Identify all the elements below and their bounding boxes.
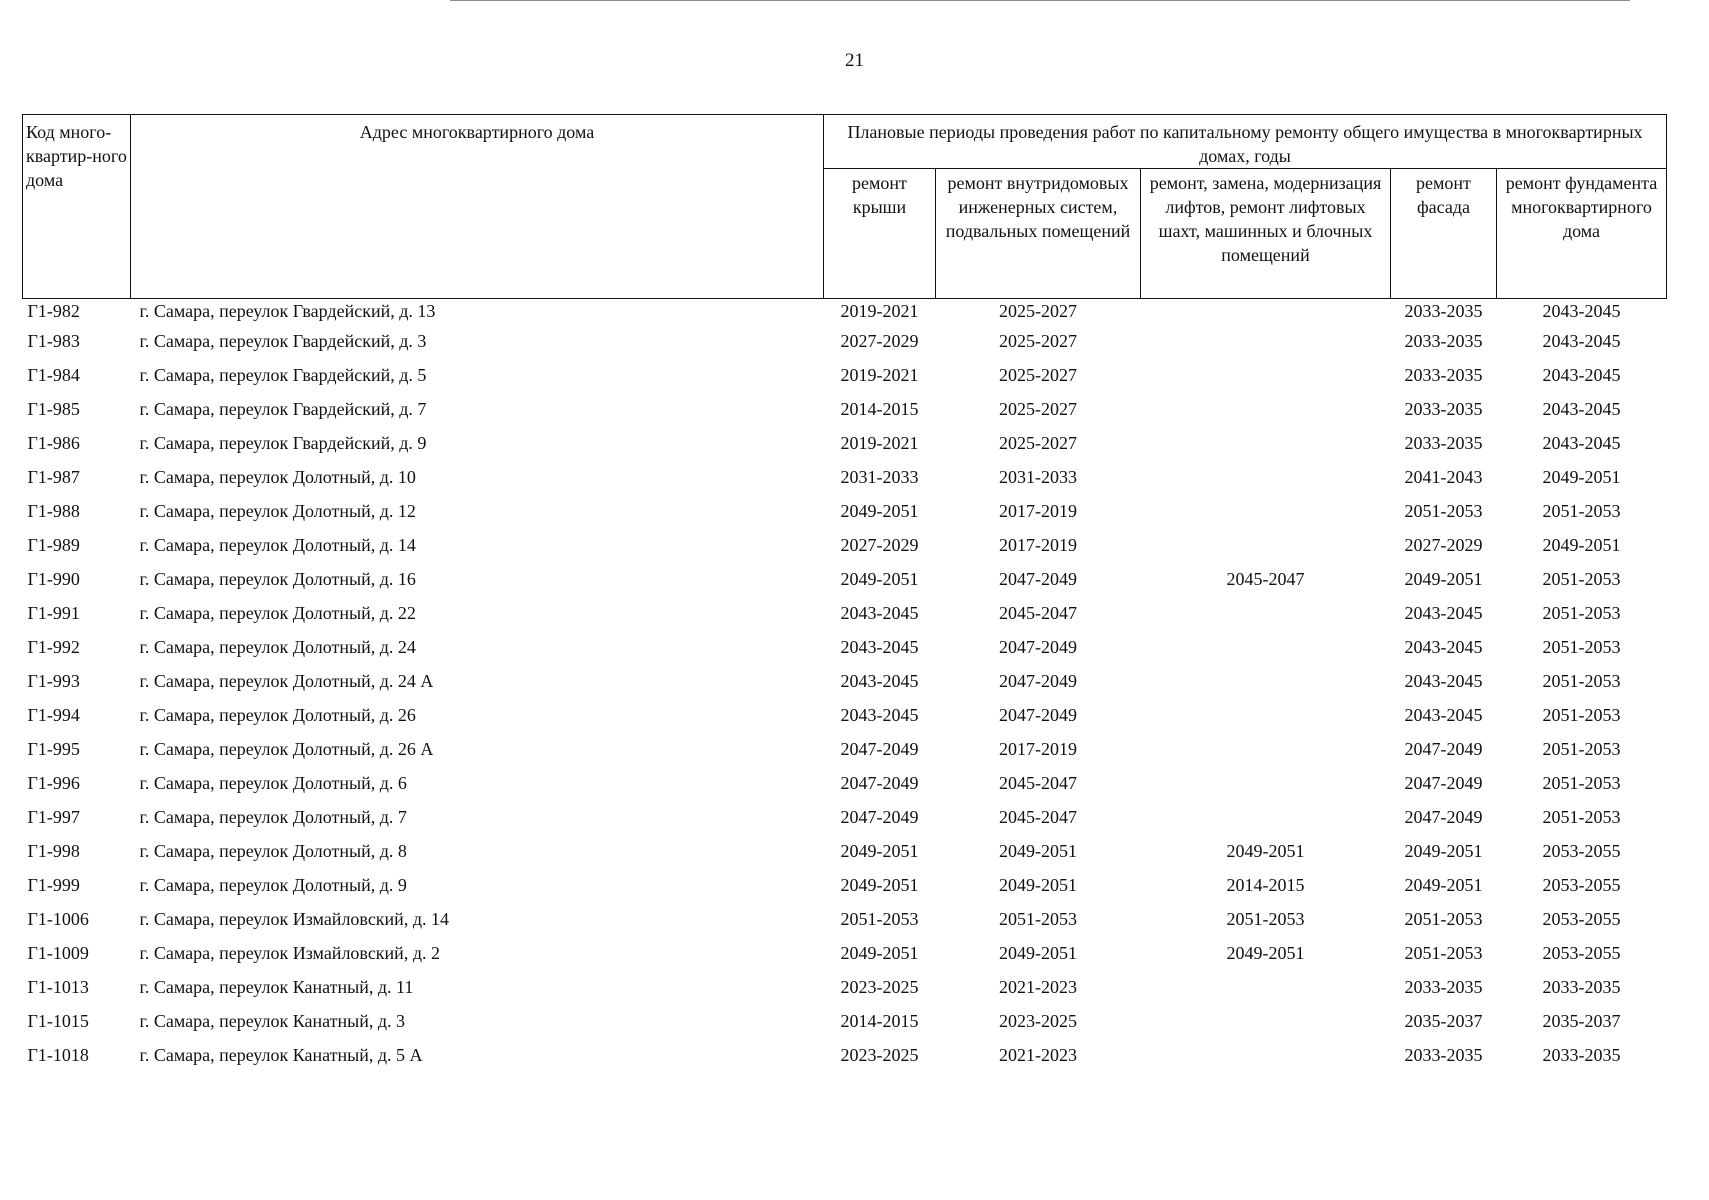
cell-code: Г1-1013: [27, 977, 89, 997]
cell-elevators: [1141, 805, 1391, 839]
cell-code: Г1-991: [27, 603, 80, 623]
cell-foundation: 2051-2053: [1542, 807, 1621, 827]
header-engineering: ремонт внутридомовых инженерных систем, подвальных помещений: [936, 169, 1141, 299]
cell-engineering: 2049-2051: [999, 841, 1077, 861]
cell-roof: 2043-2045: [840, 637, 919, 657]
cell-address: г. Самара, переулок Долотный, д. 14: [139, 535, 416, 555]
cell-facade: 2043-2045: [1404, 705, 1483, 725]
table-row: [23, 805, 1667, 839]
cell-elevators: [1141, 363, 1391, 397]
cell-facade: 2049-2051: [1404, 841, 1483, 861]
cell-elevators: [1141, 737, 1391, 771]
cell-address: г. Самара, переулок Долотный, д. 9: [139, 875, 407, 895]
cell-foundation: 2043-2045: [1542, 433, 1621, 453]
cell-engineering: 2017-2019: [999, 535, 1077, 555]
cell-elevators: 2049-2051: [1226, 841, 1305, 861]
cell-facade: 2049-2051: [1404, 875, 1483, 895]
cell-roof: 2043-2045: [840, 671, 919, 691]
cell-address: г. Самара, переулок Долотный, д. 8: [139, 841, 407, 861]
table-row: [23, 975, 1667, 1009]
cell-roof: 2027-2029: [840, 535, 919, 555]
cell-foundation: 2033-2035: [1542, 977, 1621, 997]
cell-roof: 2047-2049: [840, 807, 919, 827]
cell-roof: 2049-2051: [840, 501, 919, 521]
cell-code: Г1-997: [27, 807, 80, 827]
cell-elevators: [1141, 1043, 1391, 1077]
cell-facade: 2033-2035: [1404, 433, 1483, 453]
table-header: [23, 115, 1667, 299]
cell-roof: 2027-2029: [840, 331, 919, 351]
cell-address: г. Самара, переулок Долотный, д. 16: [139, 569, 416, 589]
cell-engineering: 2049-2051: [999, 875, 1077, 895]
table-row: [23, 737, 1667, 771]
header-facade: ремонт фасада: [1391, 169, 1497, 299]
table-row: [23, 839, 1667, 873]
cell-elevators: [1141, 431, 1391, 465]
cell-address: г. Самара, переулок Долотный, д. 26: [139, 705, 416, 725]
header-foundation: ремонт фундамента многоквартирного дома: [1497, 169, 1667, 299]
cell-address: г. Самара, переулок Канатный, д. 11: [139, 977, 414, 997]
top-rule: [450, 0, 1630, 1]
cell-roof: 2019-2021: [840, 433, 919, 453]
cell-foundation: 2033-2035: [1542, 1045, 1621, 1065]
table-row: [23, 635, 1667, 669]
cell-foundation: 2035-2037: [1542, 1011, 1621, 1031]
cell-foundation: 2051-2053: [1542, 569, 1621, 589]
cell-facade: 2027-2029: [1404, 535, 1483, 555]
table-row: [23, 703, 1667, 737]
cell-foundation: 2053-2055: [1542, 909, 1621, 929]
cell-facade: 2041-2043: [1404, 467, 1483, 487]
cell-roof: 2043-2045: [840, 705, 919, 725]
cell-facade: 2033-2035: [1404, 1045, 1483, 1065]
cell-address: г. Самара, переулок Гвардейский, д. 3: [139, 331, 427, 351]
table-row: [23, 329, 1667, 363]
table-row: [23, 533, 1667, 567]
cell-code: Г1-982: [27, 301, 80, 321]
cell-foundation: 2053-2055: [1542, 841, 1621, 861]
table-row: [23, 669, 1667, 703]
cell-facade: 2033-2035: [1404, 977, 1483, 997]
cell-address: г. Самара, переулок Канатный, д. 5 А: [139, 1045, 423, 1065]
cell-foundation: 2051-2053: [1542, 501, 1621, 521]
cell-elevators: [1141, 465, 1391, 499]
table-row: [23, 1043, 1667, 1077]
cell-engineering: 2047-2049: [999, 637, 1077, 657]
cell-engineering: 2025-2027: [999, 399, 1077, 419]
cell-facade: 2047-2049: [1404, 773, 1483, 793]
cell-elevators: 2049-2051: [1226, 943, 1305, 963]
cell-roof: 2023-2025: [840, 977, 919, 997]
cell-elevators: 2045-2047: [1226, 569, 1305, 589]
cell-engineering: 2051-2053: [999, 909, 1077, 929]
cell-code: Г1-1006: [27, 909, 89, 929]
cell-address: г. Самара, переулок Измайловский, д. 14: [139, 909, 449, 929]
cell-code: Г1-987: [27, 467, 80, 487]
cell-engineering: 2049-2051: [999, 943, 1077, 963]
header-elevators: ремонт, замена, модернизация лифтов, ремонт лифтовых шахт, машинных и блочных помещений: [1141, 169, 1391, 299]
cell-foundation: 2053-2055: [1542, 875, 1621, 895]
cell-address: г. Самара, переулок Гвардейский, д. 13: [139, 301, 436, 321]
cell-roof: 2014-2015: [840, 1011, 919, 1031]
page-number: 21: [845, 50, 864, 71]
cell-engineering: 2047-2049: [999, 569, 1077, 589]
cell-roof: 2031-2033: [840, 467, 919, 487]
table-row: [23, 907, 1667, 941]
cell-foundation: 2051-2053: [1542, 603, 1621, 623]
cell-engineering: 2025-2027: [999, 331, 1077, 351]
cell-foundation: 2051-2053: [1542, 739, 1621, 759]
cell-elevators: [1141, 975, 1391, 1009]
cell-engineering: 2017-2019: [999, 739, 1077, 759]
cell-code: Г1-983: [27, 331, 80, 351]
cell-foundation: 2043-2045: [1542, 331, 1621, 351]
cell-roof: 2049-2051: [840, 943, 919, 963]
cell-code: Г1-988: [27, 501, 80, 521]
cell-address: г. Самара, переулок Долотный, д. 26 А: [139, 739, 434, 759]
table-row: [23, 465, 1667, 499]
cell-roof: 2014-2015: [840, 399, 919, 419]
cell-facade: 2043-2045: [1404, 603, 1483, 623]
cell-code: Г1-993: [27, 671, 80, 691]
table-row: [23, 941, 1667, 975]
cell-facade: 2033-2035: [1404, 301, 1483, 321]
cell-facade: 2033-2035: [1404, 331, 1483, 351]
cell-facade: 2051-2053: [1404, 909, 1483, 929]
table-row: [23, 363, 1667, 397]
cell-elevators: [1141, 499, 1391, 533]
cell-code: Г1-1015: [27, 1011, 89, 1031]
cell-engineering: 2025-2027: [999, 301, 1077, 321]
cell-roof: 2047-2049: [840, 739, 919, 759]
cell-foundation: 2043-2045: [1542, 399, 1621, 419]
table-row: [23, 499, 1667, 533]
cell-facade: 2035-2037: [1404, 1011, 1483, 1031]
cell-elevators: [1141, 533, 1391, 567]
cell-facade: 2033-2035: [1404, 365, 1483, 385]
cell-elevators: [1141, 1009, 1391, 1043]
cell-roof: 2043-2045: [840, 603, 919, 623]
cell-elevators: [1141, 669, 1391, 703]
cell-facade: 2049-2051: [1404, 569, 1483, 589]
cell-address: г. Самара, переулок Долотный, д. 24 А: [139, 671, 434, 691]
cell-foundation: 2043-2045: [1542, 301, 1621, 321]
cell-elevators: [1141, 703, 1391, 737]
cell-address: г. Самара, переулок Канатный, д. 3: [139, 1011, 405, 1031]
table-body: [23, 299, 1667, 1078]
table-row: [23, 601, 1667, 635]
header-planned-periods: Плановые периоды проведения работ по капитальному ремонту общего имущества в многоквартирных домах, годы: [824, 115, 1667, 169]
table-row: [23, 873, 1667, 907]
cell-code: Г1-989: [27, 535, 80, 555]
cell-code: Г1-995: [27, 739, 80, 759]
cell-code: Г1-999: [27, 875, 80, 895]
cell-engineering: 2031-2033: [999, 467, 1077, 487]
cell-address: г. Самара, переулок Гвардейский, д. 9: [139, 433, 427, 453]
cell-elevators: [1141, 329, 1391, 363]
cell-engineering: 2017-2019: [999, 501, 1077, 521]
cell-elevators: [1141, 635, 1391, 669]
cell-roof: 2049-2051: [840, 875, 919, 895]
cell-roof: 2049-2051: [840, 841, 919, 861]
cell-foundation: 2043-2045: [1542, 365, 1621, 385]
cell-code: Г1-985: [27, 399, 80, 419]
cell-engineering: 2047-2049: [999, 671, 1077, 691]
header-code: Код много-квартир-ного дома: [23, 115, 131, 299]
cell-facade: 2033-2035: [1404, 399, 1483, 419]
table-row: [23, 567, 1667, 601]
cell-code: Г1-994: [27, 705, 80, 725]
cell-foundation: 2051-2053: [1542, 671, 1621, 691]
cell-code: Г1-1018: [27, 1045, 89, 1065]
cell-foundation: 2051-2053: [1542, 705, 1621, 725]
cell-engineering: 2023-2025: [999, 1011, 1077, 1031]
header-address: Адрес многоквартирного дома: [131, 115, 824, 299]
cell-roof: 2023-2025: [840, 1045, 919, 1065]
table-row: [23, 299, 1667, 330]
cell-foundation: 2049-2051: [1542, 535, 1621, 555]
cell-elevators: [1141, 299, 1391, 330]
cell-roof: 2047-2049: [840, 773, 919, 793]
cell-code: Г1-1009: [27, 943, 89, 963]
header-roof: ремонт крыши: [824, 169, 936, 299]
cell-roof: 2049-2051: [840, 569, 919, 589]
cell-elevators: 2051-2053: [1226, 909, 1305, 929]
cell-engineering: 2045-2047: [999, 603, 1077, 623]
cell-code: Г1-986: [27, 433, 80, 453]
cell-engineering: 2021-2023: [999, 977, 1077, 997]
cell-code: Г1-984: [27, 365, 80, 385]
cell-elevators: [1141, 397, 1391, 431]
cell-engineering: 2047-2049: [999, 705, 1077, 725]
cell-roof: 2019-2021: [840, 301, 919, 321]
cell-address: г. Самара, переулок Долотный, д. 7: [139, 807, 407, 827]
cell-engineering: 2025-2027: [999, 433, 1077, 453]
table-row: [23, 1009, 1667, 1043]
table-row: [23, 771, 1667, 805]
cell-code: Г1-992: [27, 637, 80, 657]
cell-address: г. Самара, переулок Долотный, д. 12: [139, 501, 416, 521]
cell-elevators: 2014-2015: [1226, 875, 1305, 895]
cell-roof: 2051-2053: [840, 909, 919, 929]
cell-code: Г1-990: [27, 569, 80, 589]
cell-foundation: 2051-2053: [1542, 773, 1621, 793]
cell-engineering: 2025-2027: [999, 365, 1077, 385]
cell-roof: 2019-2021: [840, 365, 919, 385]
cell-engineering: 2021-2023: [999, 1045, 1077, 1065]
cell-facade: 2043-2045: [1404, 637, 1483, 657]
repair-schedule-table: [22, 114, 1667, 1077]
cell-code: Г1-996: [27, 773, 80, 793]
cell-engineering: 2045-2047: [999, 807, 1077, 827]
cell-elevators: [1141, 771, 1391, 805]
table-row: [23, 431, 1667, 465]
cell-foundation: 2053-2055: [1542, 943, 1621, 963]
cell-address: г. Самара, переулок Долотный, д. 6: [139, 773, 407, 793]
cell-address: г. Самара, переулок Долотный, д. 22: [139, 603, 416, 623]
table-row: [23, 397, 1667, 431]
cell-facade: 2051-2053: [1404, 501, 1483, 521]
cell-facade: 2047-2049: [1404, 807, 1483, 827]
cell-foundation: 2051-2053: [1542, 637, 1621, 657]
cell-address: г. Самара, переулок Долотный, д. 24: [139, 637, 416, 657]
cell-code: Г1-998: [27, 841, 80, 861]
cell-facade: 2047-2049: [1404, 739, 1483, 759]
cell-address: г. Самара, переулок Гвардейский, д. 7: [139, 399, 427, 419]
cell-address: г. Самара, переулок Измайловский, д. 2: [139, 943, 440, 963]
cell-address: г. Самара, переулок Гвардейский, д. 5: [139, 365, 427, 385]
cell-foundation: 2049-2051: [1542, 467, 1621, 487]
cell-engineering: 2045-2047: [999, 773, 1077, 793]
cell-facade: 2043-2045: [1404, 671, 1483, 691]
cell-elevators: [1141, 601, 1391, 635]
cell-address: г. Самара, переулок Долотный, д. 10: [139, 467, 416, 487]
cell-facade: 2051-2053: [1404, 943, 1483, 963]
